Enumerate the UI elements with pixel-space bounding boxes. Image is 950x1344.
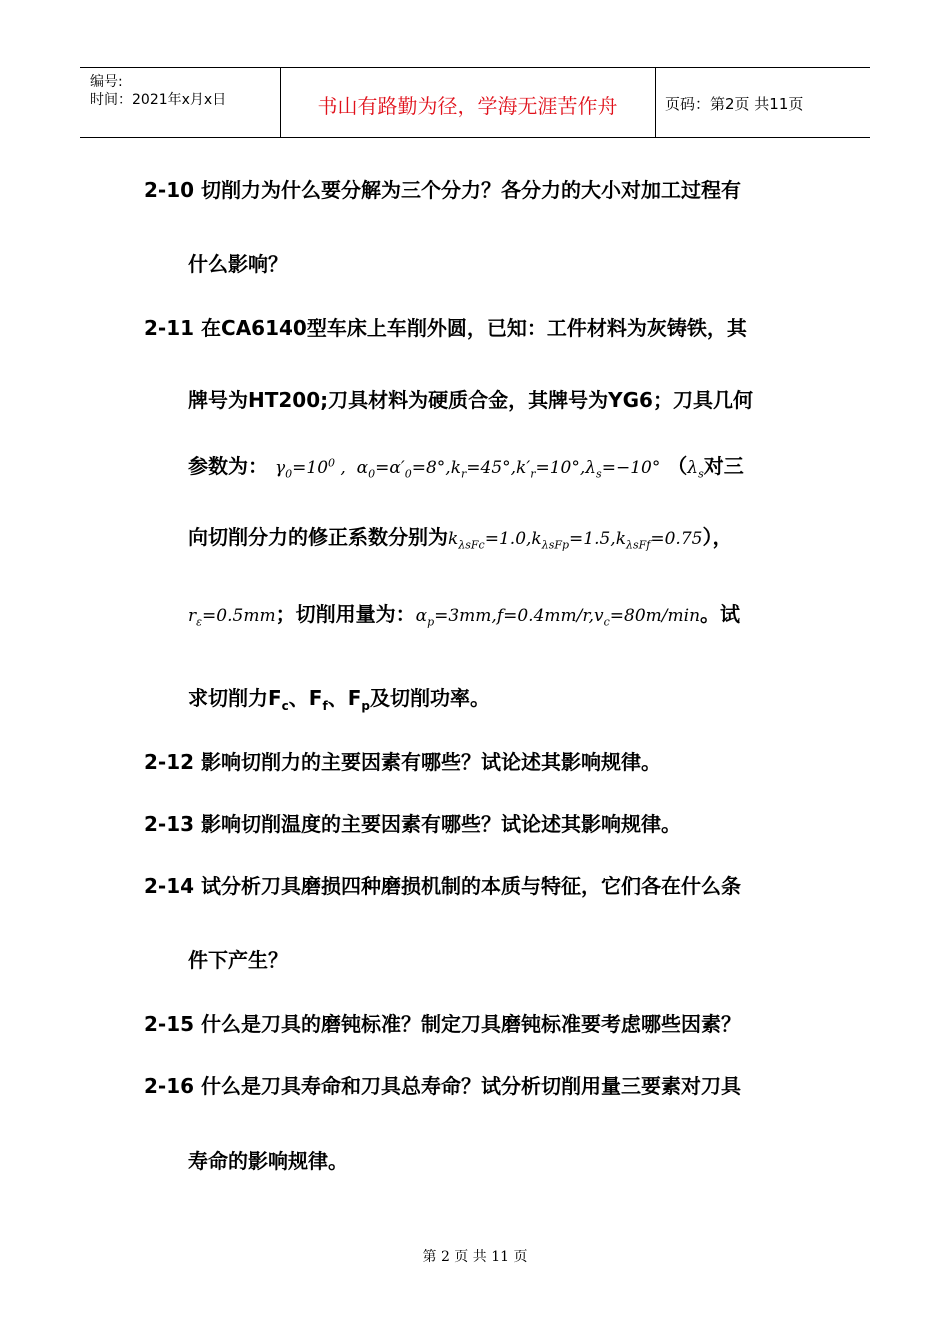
question-2-10-line2: 什么影响？ xyxy=(188,252,288,276)
question-2-11-line1: 2-11 在CA6140型车床上车削外圆，已知：工件材料为灰铸铁，其 xyxy=(144,316,747,340)
question-2-15: 2-15 什么是刀具的磨钝标准？制定刀具磨钝标准要考虑哪些因素？ xyxy=(144,1012,742,1036)
time-label: 时间：2021年x月x日 xyxy=(90,92,227,108)
formula-correction-coefficients: $k_{\lambda sFc}=1.0,k_{\lambda sFp}=1.5,k_{\lambda sFf}=0.75$ xyxy=(448,529,703,552)
formula-cutting-params: $\alpha_p=3mm,f=0.4mm/r,v_c=80m/\min$ xyxy=(415,606,701,629)
motto: 书山有路勤为径，学海无涯苦作舟 xyxy=(317,94,618,118)
question-2-11-line2: 牌号为HT200;刀具材料为硬质合金，其牌号为YG6；刀具几何 xyxy=(188,388,753,412)
question-2-16-line2: 寿命的影响规律。 xyxy=(188,1149,348,1173)
question-2-14-line1: 2-14 试分析刀具磨损四种磨损机制的本质与特征，它们各在什么条 xyxy=(144,874,742,898)
page-footer: 第 2 页 共 11 页 xyxy=(422,1249,528,1265)
formula-lambda: $\lambda_s$ xyxy=(687,458,704,481)
question-2-11-line3: 参数为： $\gamma_0=10^0$ , $\alpha_0=\alpha'_0=8^\circ,k_r=45^\circ,k'_r=10^\circ,\lambda_s=-10^\circ$ （$\lambda_s$对三 xyxy=(188,454,744,481)
page-info: 页码：第2页 共11页 xyxy=(665,95,804,113)
question-2-12: 2-12 影响切削力的主要因素有哪些？试论述其影响规律。 xyxy=(144,750,662,774)
question-2-16-line1: 2-16 什么是刀具寿命和刀具总寿命？试分析切削用量三要素对刀具 xyxy=(144,1074,742,1098)
question-2-14-line2: 件下产生？ xyxy=(188,948,288,972)
header-divider xyxy=(655,68,656,137)
question-2-13: 2-13 影响切削温度的主要因素有哪些？试论述其影响规律。 xyxy=(144,812,682,836)
formula-nose-radius: $r_\varepsilon=0.5mm$ xyxy=(188,606,276,629)
question-2-10-line1: 2-10 切削力为什么要分解为三个分力？各分力的大小对加工过程有 xyxy=(144,178,742,202)
question-2-11-line4: 向切削分力的修正系数分别为$k_{\lambda sFc}=1.0,k_{\lambda sFp}=1.5,k_{\lambda sFf}=0.75$）， xyxy=(188,525,733,552)
question-2-11-line5: $r_\varepsilon=0.5mm$；切削用量为：$\alpha_p=3mm,f=0.4mm/r,v_c=80m/\min$。试 xyxy=(188,602,741,629)
number-label: 编号: xyxy=(90,74,123,90)
header-left-cell xyxy=(90,73,226,109)
formula-angles: $\gamma_0=10^0$ , $\alpha_0=\alpha'_0=8^\circ,k_r=45^\circ,k'_r=10^\circ,\lambda_s=-10^\circ$ xyxy=(274,456,661,481)
header-table xyxy=(80,67,870,138)
question-2-11-line6: 求切削力$F_c$、$F_f$、$F_p$及切削功率。 xyxy=(188,686,490,713)
